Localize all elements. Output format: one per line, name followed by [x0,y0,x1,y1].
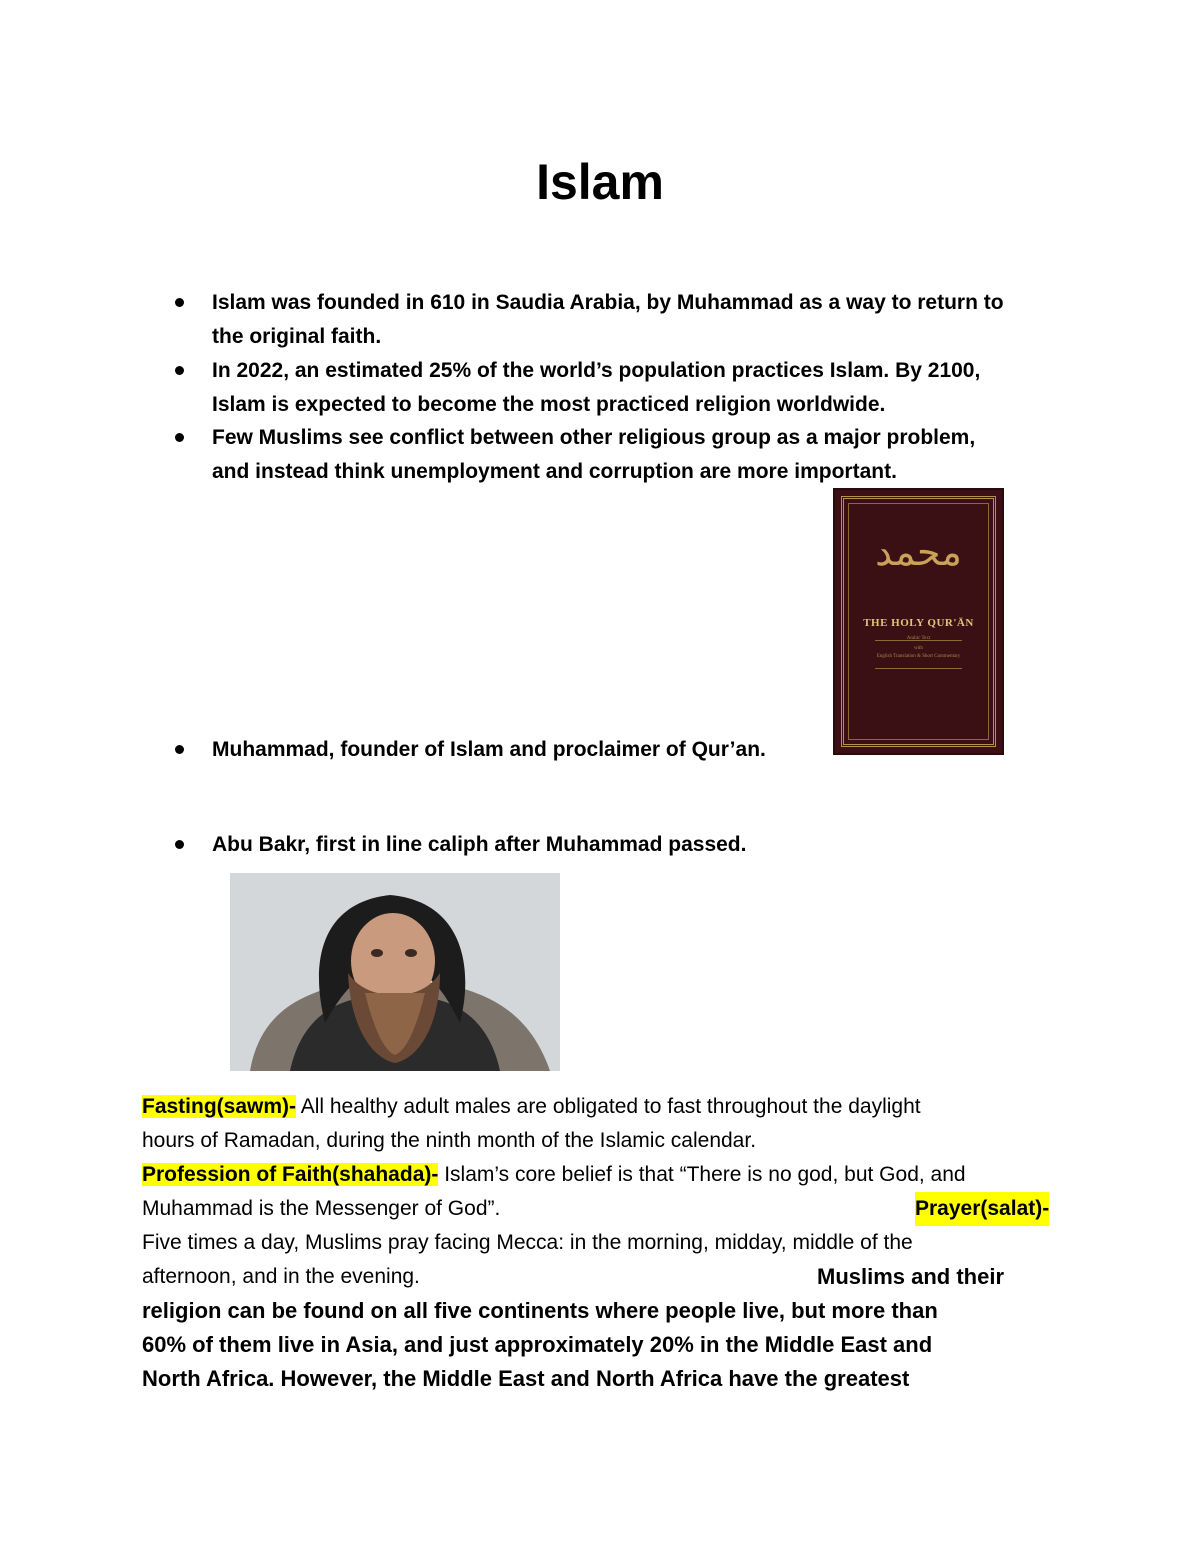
bullet-icon [175,745,184,754]
faith-label: Profession of Faith(shahada)- [142,1163,439,1186]
list-item [212,828,1082,862]
muslims-text: Muslims and their [817,1264,1005,1289]
quran-subtitle: English Translation & Short Commentary [876,654,961,659]
arabic-calligraphy: محمد [875,530,962,574]
bullet-text-line: Islam is expected to become the most practiced religion worldwide. [212,393,886,416]
quran-subtitle: with [914,646,923,651]
paragraph-line [142,1192,1062,1226]
list-item [212,286,1082,354]
paragraph-line: Five times a day, Muslims pray facing Mecca: in the morning, midday, middle of the [142,1231,913,1254]
subtitle-line [875,668,962,669]
faith-text: Islam’s core belief is that “There is no god, but God, and [438,1163,966,1186]
list-item [212,421,1082,489]
bullet-icon [175,298,184,307]
paragraph-line: hours of Ramadan, during the ninth month of the Islamic calendar. [142,1129,757,1152]
paragraph-line: religion can be found on all five continents where people live, but more than [142,1298,938,1323]
bullet-text-line: Muhammad, founder of Islam and proclaimer of Qur’an. [212,738,766,761]
paragraph-line [142,1158,1062,1192]
bullet-text-line: Abu Bakr, first in line caliph after Muhammad passed. [212,833,747,856]
portrait-photo [230,873,560,1071]
portrait-illustration [230,873,560,1071]
bullet-text-line: Few Muslims see conflict between other religious group as a major problem, [212,426,976,449]
quran-subtitle: Arabic Text [906,636,931,641]
paragraph-line: North Africa. However, the Middle East and North Africa have the greatest [142,1366,910,1391]
paragraph-line [142,1090,1062,1124]
paragraph-line [142,1260,1062,1294]
quran-title: THE HOLY QUR'ĀN [863,617,974,629]
bullet-text-line: Islam was founded in 610 in Saudia Arabia, by Muhammad as a way to return to [212,291,1004,314]
pillars-paragraph [142,1090,1062,1396]
bullet-icon [175,840,184,849]
bullet-text-line: the original faith. [212,325,382,348]
bullet-icon [175,366,184,375]
bullet-text-line: In 2022, an estimated 25% of the world’s population practices Islam. By 2100, [212,359,981,382]
fasting-text: All healthy adult males are obligated to fast throughout the daylight [296,1095,921,1118]
list-item [212,354,1082,422]
list-item [212,733,1082,767]
bullet-icon [175,433,184,442]
bullet-text-line: and instead think unemployment and corruption are more important. [212,460,897,483]
fasting-label: Fasting(sawm)- [142,1095,297,1118]
paragraph-line: 60% of them live in Asia, and just approximately 20% in the Middle East and [142,1332,933,1357]
faith-text: Muhammad is the Messenger of God”. [142,1197,501,1220]
quran-book-image [833,488,1004,755]
prayer-label: Prayer(salat)- [915,1192,1049,1226]
prayer-text: afternoon, and in the evening. [142,1265,420,1288]
page-title: Islam [536,154,664,210]
